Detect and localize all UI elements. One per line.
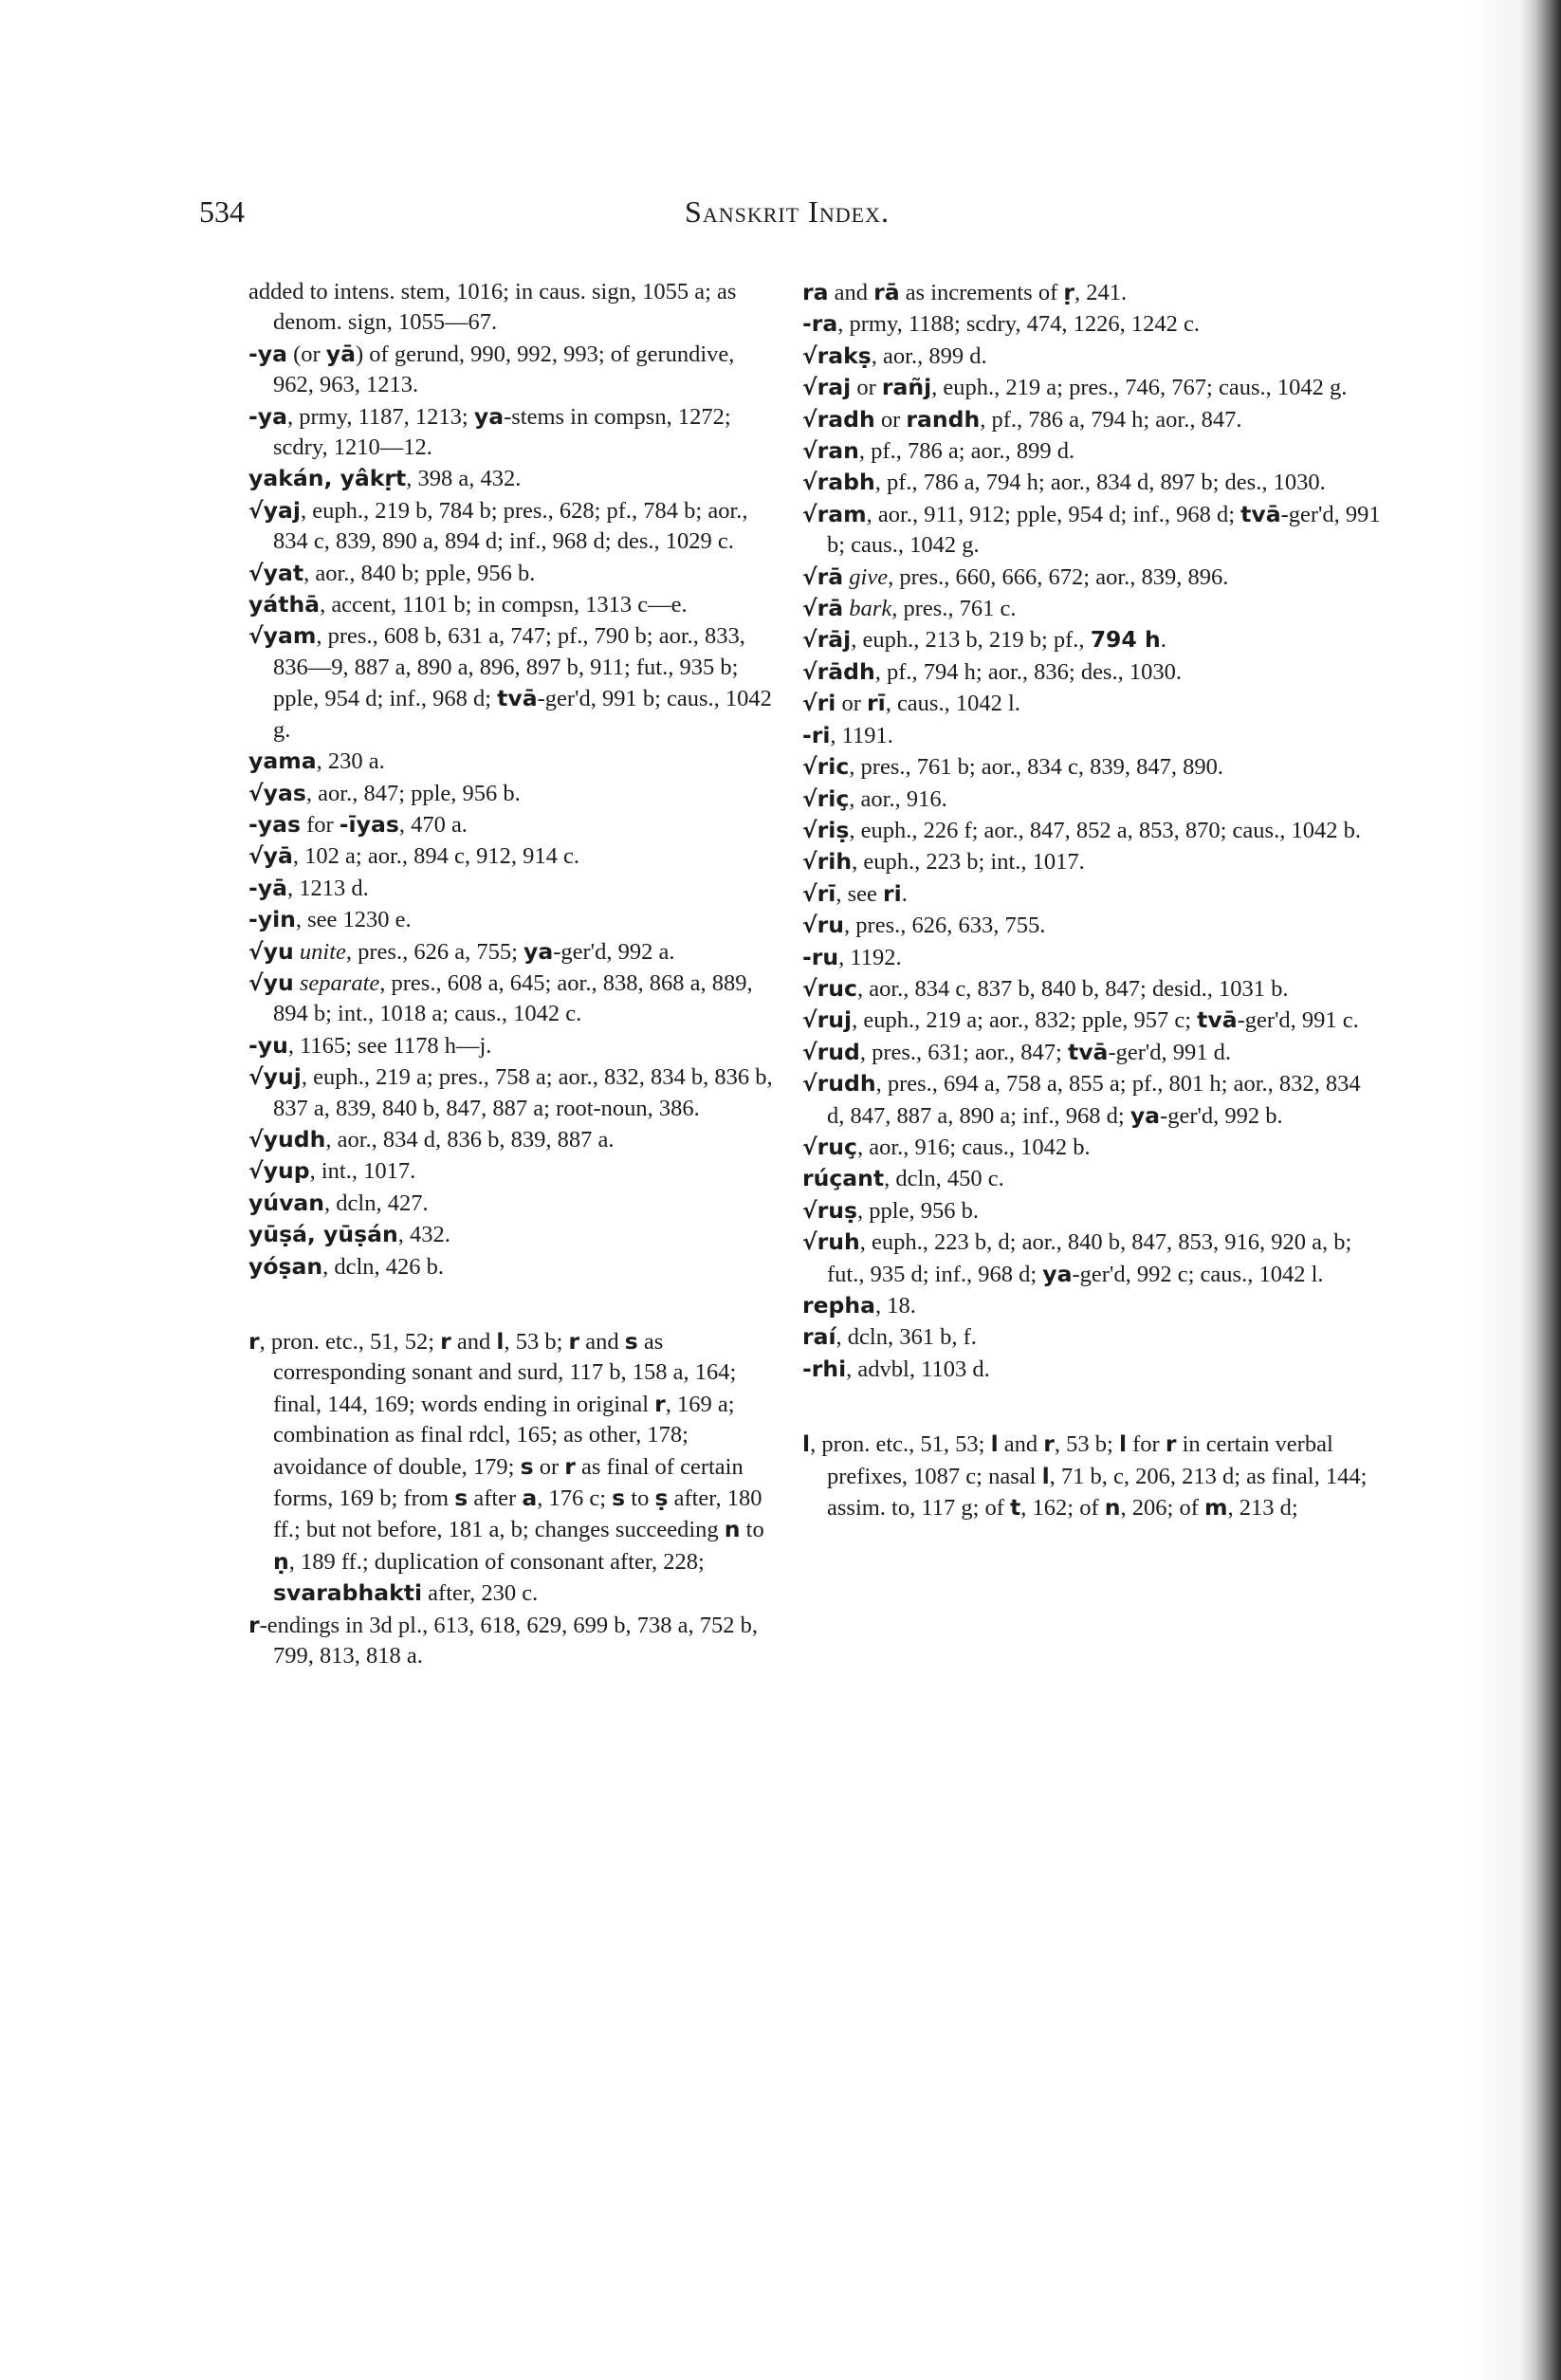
index-entry: -ri, 1191. [802, 721, 893, 748]
index-entry: √ruj, euph., 219 a; aor., 832; pple, 957 c; tvā-ger'd, 991 c. [802, 1006, 1359, 1034]
index-entry: √ruç, aor., 916; caus., 1042 b. [802, 1133, 1091, 1160]
index-entry: -ru, 1192. [802, 943, 902, 970]
left-index-column [248, 277, 775, 1671]
index-entry: √ran, pf., 786 a; aor., 899 d. [802, 437, 1075, 465]
index-entry: √ri or rī, caus., 1042 l. [802, 690, 1020, 717]
index-entry: √rādh, pf., 794 h; aor., 836; des., 1030. [802, 657, 1182, 685]
index-entry: -ya (or yā) of gerund, 990, 992, 993; of gerundive, 962, 963, 1213. [248, 340, 735, 398]
index-entry: √ruṣ, pple, 956 b. [802, 1196, 979, 1224]
index-entry: yūṣá, yūṣán, 432. [248, 1221, 450, 1248]
index-entry: √yas, aor., 847; pple, 956 b. [248, 779, 521, 806]
index-entry: √rakṣ, aor., 899 d. [802, 341, 987, 369]
index-entry: √yu unite, pres., 626 a, 755; ya-ger'd, 992 a. [248, 937, 675, 965]
index-entry: √yup, int., 1017. [248, 1157, 416, 1185]
index-entry: added to intens. stem, 1016; in caus. sign, 1055 a; as denom. sign, 1055—67. [248, 279, 737, 336]
index-entry: √rā bark, pres., 761 c. [802, 595, 1017, 622]
index-entry: -yu, 1165; see 1178 h—j. [248, 1031, 492, 1059]
page-header [199, 194, 1375, 242]
page-gutter-shadow [1464, 0, 1521, 2380]
book-spine-edge [1521, 0, 1561, 2380]
index-entry: -ya, prmy, 1187, 1213; ya-stems in compsn, 1272; scdry, 1210—12. [248, 402, 731, 461]
right-index-column [802, 277, 1381, 1523]
index-entry: √riṣ, euph., 226 f; aor., 847, 852 a, 853, 870; caus., 1042 b. [802, 816, 1361, 843]
index-entry: √yuj, euph., 219 a; pres., 758 a; aor., 832, 834 b, 836 b, 837 a, 839, 840 b, 847, 887 a; root-noun, 386. [248, 1063, 773, 1121]
index-entry: √yudh, aor., 834 d, 836 b, 839, 887 a. [248, 1125, 615, 1153]
index-entry: √rih, euph., 223 b; int., 1017. [802, 848, 1085, 876]
index-entry: √yat, aor., 840 b; pple, 956 b. [248, 559, 536, 586]
page-number: 534 [199, 194, 245, 229]
index-entry: yáthā, accent, 1101 b; in compsn, 1313 c—e. [248, 591, 688, 618]
index-entry: √rāj, euph., 213 b, 219 b; pf., 794 h. [802, 626, 1166, 654]
section-gap [248, 1282, 775, 1326]
index-entry: √yā, 102 a; aor., 894 c, 912, 914 c. [248, 842, 580, 870]
index-entry: √rud, pres., 631; aor., 847; tvā-ger'd, 991 d. [802, 1038, 1232, 1065]
index-entry: l, pron. etc., 51, 53; l and r, 53 b; l for r in certain verbal prefixes, 1087 c; nasal l, 71 b, c, 206, 213 d; as final, 144; assim. to, 117 g; of t, 162; of n, 206; of m, 213 d; [802, 1430, 1368, 1522]
index-entry: √yam, pres., 608 b, 631 a, 747; pf., 790 b; aor., 833, 836—9, 887 a, 890 a, 896, 897 b, 911; fut., 935 b; pple, 954 d; inf., 968 d; tvā-ger'd, 991 b; caus., 1042 g. [248, 622, 772, 743]
index-entry: √radh or randh, pf., 786 a, 794 h; aor., 847. [802, 405, 1242, 433]
section-gap [802, 1385, 1381, 1429]
index-entry: √ram, aor., 911, 912; pple, 954 d; inf., 968 d; tvā-ger'd, 991 b; caus., 1042 g. [802, 500, 1381, 559]
index-entry: yóṣan, dcln, 426 b. [248, 1252, 445, 1280]
index-entry: √yaj, euph., 219 b, 784 b; pres., 628; pf., 784 b; aor., 834 c, 839, 890 a, 894 d; inf., 968 d; des., 1029 c. [248, 496, 748, 555]
index-entry: √rabh, pf., 786 a, 794 h; aor., 834 d, 897 b; des., 1030. [802, 469, 1326, 496]
index-entry: ra and rā as increments of ṛ, 241. [802, 279, 1128, 305]
running-title: Sanskrit Index. [685, 194, 890, 229]
index-entry: r, pron. etc., 51, 52; r and l, 53 b; r and s as corresponding sonant and surd, 117 b, 158 a, 164; final, 144, 169; words ending in original r, 169 a; combination as final rdcl, 165; as other, 178; avoidance of double, 179; s or r as final of certain forms, 169 b; from s after a, 176 c; s to ṣ after, 180 ff.; but not before, 181 a, b; changes succeeding n to ṇ, 189 ff.; duplication of consonant after, 228; svarabhakti after, 230 c. [248, 1328, 764, 1607]
index-entry: yakán, yâkṛt, 398 a, 432. [248, 465, 522, 492]
index-entry: repha, 18. [802, 1292, 916, 1319]
index-entry: √riç, aor., 916. [802, 784, 947, 812]
index-entry: yama, 230 a. [248, 747, 385, 775]
index-entry: raí, dcln, 361 b, f. [802, 1323, 977, 1351]
index-entry: -rhi, advbl, 1103 d. [802, 1355, 990, 1382]
index-entry: -yas for -īyas, 470 a. [248, 810, 468, 838]
index-entry: rúçant, dcln, 450 c. [802, 1165, 1004, 1192]
index-entry: r-endings in 3d pl., 613, 618, 629, 699 b, 738 a, 752 b, 799, 813, 818 a. [248, 1611, 758, 1670]
index-entry: √rī, see ri. [802, 879, 908, 907]
index-entry: √rā give, pres., 660, 666, 672; aor., 839, 896. [802, 563, 1229, 590]
index-entry: √raj or rañj, euph., 219 a; pres., 746, 767; caus., 1042 g. [802, 374, 1348, 401]
index-entry: √ruh, euph., 223 b, d; aor., 840 b, 847, 853, 916, 920 a, b; fut., 935 d; inf., 968 d; ya-ger'd, 992 c; caus., 1042 l. [802, 1228, 1352, 1287]
index-entry: -ra, prmy, 1188; scdry, 474, 1226, 1242 c. [802, 310, 1200, 338]
index-entry: -yā, 1213 d. [248, 874, 369, 901]
index-entry: √ruc, aor., 834 c, 837 b, 840 b, 847; desid., 1031 b. [802, 974, 1289, 1002]
index-entry: yúvan, dcln, 427. [248, 1189, 429, 1216]
index-entry: √ric, pres., 761 b; aor., 834 c, 839, 847, 890. [802, 753, 1223, 781]
index-entry: -yin, see 1230 e. [248, 906, 412, 933]
index-entry: √rudh, pres., 694 a, 758 a, 855 a; pf., 801 h; aor., 832, 834 d, 847, 887 a, 890 a; inf., 968 d; ya-ger'd, 992 b. [802, 1070, 1361, 1129]
index-entry: √ru, pres., 626, 633, 755. [802, 912, 1046, 939]
index-entry: √yu separate, pres., 608 a, 645; aor., 838, 868 a, 889, 894 b; int., 1018 a; caus., 1042 c. [248, 969, 753, 1027]
